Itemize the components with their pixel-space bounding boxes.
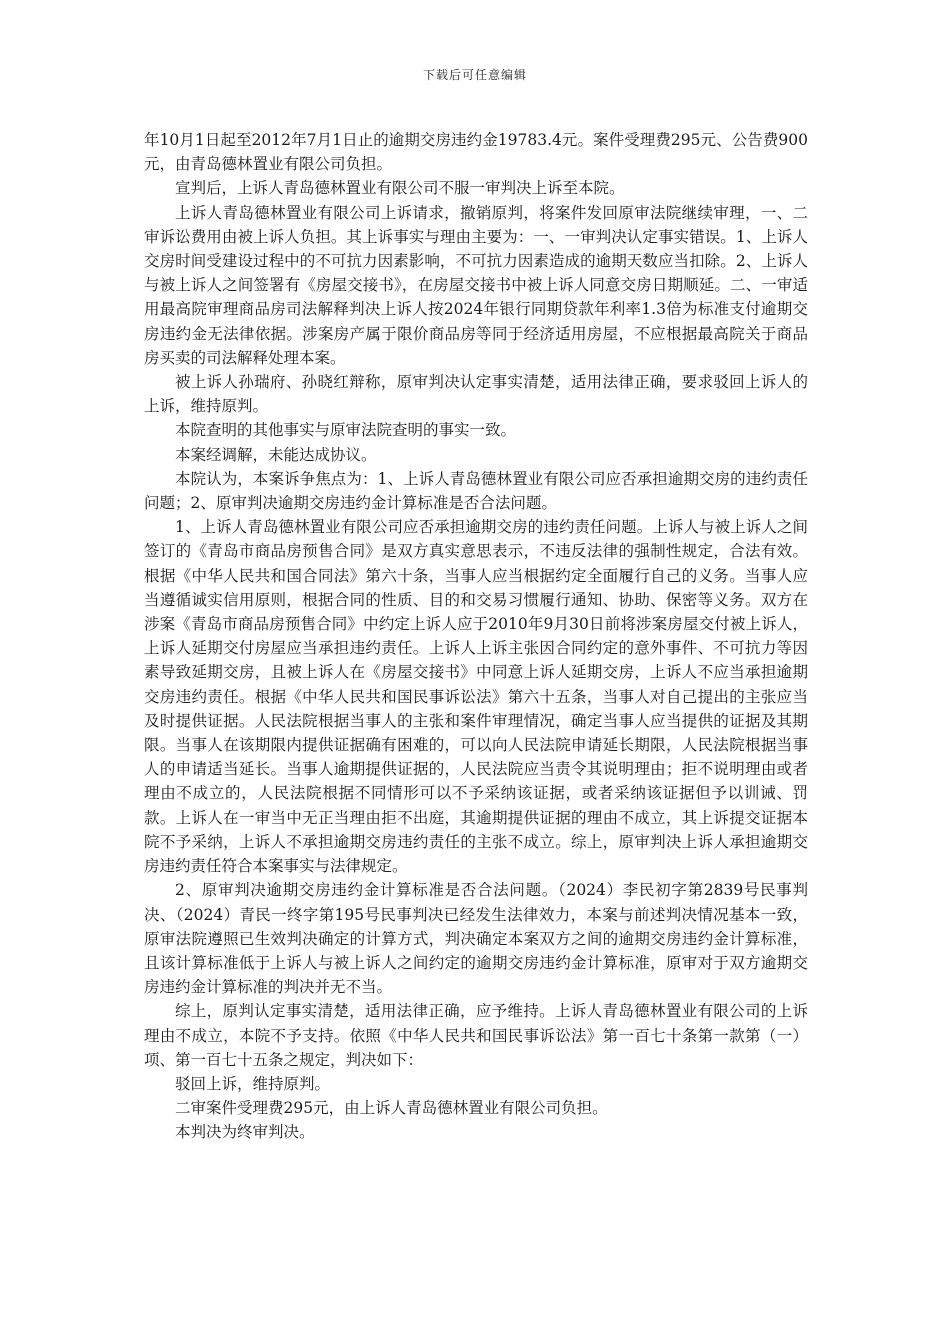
paragraph-9: 2、原审判决逾期交房违约金计算标准是否合法问题。（2024）李民初字第2839号民事判决、（2024）青民一终字第195号民事判决已经发生法律效力，本案与前述判决情况基本一致，原审法院遵照已生效判决确定的计算方式，判决确定本案双方之间的逾期交房违约金计算标准，且该计算标准低于上诉人与被上诉人之间约定的逾期交房违约金计算标准，原审对于双方逾期交房违约金计算标准的判决并无不当。 (144, 881, 808, 997)
paragraph-7: 本院认为，本案诉争焦点为：1、上诉人青岛德林置业有限公司应否承担逾期交房的违约责任问题；2、原审判决逾期交房违约金计算标准是否合法问题。 (144, 469, 808, 513)
paragraph-5: 本院查明的其他事实与原审法院查明的事实一致。 (175, 421, 517, 440)
paragraph-2: 宣判后，上诉人青岛德林置业有限公司不服一审判决上诉至本院。 (175, 179, 625, 198)
paragraph-11: 驳回上诉，维持原判。 (175, 1074, 331, 1093)
paragraph-13: 本判决为终审判决。 (175, 1123, 315, 1142)
page-header: 下载后可任意编辑 (422, 68, 527, 82)
paragraph-12: 二审案件受理费295元，由上诉人青岛德林置业有限公司负担。 (175, 1099, 608, 1118)
paragraph-1: 年10月1日起至2012年7月1日止的逾期交房违约金19783.4元。案件受理费295元、公告费900元，由青岛德林置业有限公司负担。 (144, 131, 808, 174)
paragraph-6: 本案经调解，未能达成协议。 (175, 445, 377, 464)
paragraph-4: 被上诉人孙瑞府、孙晓红辩称，原审判决认定事实清楚，适用法律正确，要求驳回上诉人的上诉，维持原判。 (144, 373, 808, 416)
paragraph-3: 上诉人青岛德林置业有限公司上诉请求，撤销原判，将案件发回原审法院继续审理，一、二审诉讼费用由被上诉人负担。其上诉事实与理由主要为：一、一审判决认定事实错误。1、上诉人交房时间受建设过程中的不可抗力因素影响，不可抗力因素造成的逾期天数应当扣除。2、上诉人与被上诉人之间签署有《房屋交接书》，在房屋交接书中被上诉人同意交房日期顺延。二、一审适用最高院审理商品房司法解释判决上诉人按2024年银行同期贷款年利率1.3倍为标准支付逾期交房违约金无法律依据。涉案房产属于限价商品房等同于经济适用房屋，不应根据最高院关于商品房买卖的司法解释处理本案。 (144, 203, 808, 367)
paragraph-10: 综上，原判认定事实清楚，适用法律正确，应予维持。上诉人青岛德林置业有限公司的上诉理由不成立，本院不予支持。依照《中华人民共和国民事诉讼法》第一百七十条第一款第（一）项、第一百七十五条之规定，判决如下： (144, 1002, 808, 1069)
document-body (144, 128, 808, 1145)
paragraph-8: 1、上诉人青岛德林置业有限公司应否承担逾期交房的违约责任问题。上诉人与被上诉人之间签订的《青岛市商品房预售合同》是双方真实意思表示，不违反法律的强制性规定，合法有效。根据《中华人民共和国合同法》第六十条，当事人应当根据约定全面履行自己的义务。当事人应当遵循诚实信用原则，根据合同的性质、目的和交易习惯履行通知、协助、保密等义务。双方在涉案《青岛市商品房预售合同》中约定上诉人应于2010年9月30日前将涉案房屋交付被上诉人，上诉人延期交付房屋应当承担违约责任。上诉人上诉主张因合同约定的意外事件、不可抗力等因素导致延期交房，且被上诉人在《房屋交接书》中同意上诉人延期交房，上诉人不应当承担逾期交房违约责任。根据《中华人民共和国民事诉讼法》第六十五条，当事人对自己提出的主张应当及时提供证据。人民法院根据当事人的主张和案件审理情况，确定当事人应当提供的证据及其期限。当事人在该期限内提供证据确有困难的，可以向人民法院申请延长期限，人民法院根据当事人的申请适当延长。当事人逾期提供证据的，人民法院应当责令其说明理由；拒不说明理由或者理由不成立的，人民法院根据不同情形可以不予采纳该证据，或者采纳该证据但予以训诫、罚款。上诉人在一审当中无正当理由拒不出庭，其逾期提供证据的理由不成立，其上诉提交证据本院不予采纳，上诉人不承担逾期交房违约责任的主张不成立。综上，原审判决上诉人承担逾期交房违约责任符合本案事实与法律规定。 (144, 518, 808, 876)
